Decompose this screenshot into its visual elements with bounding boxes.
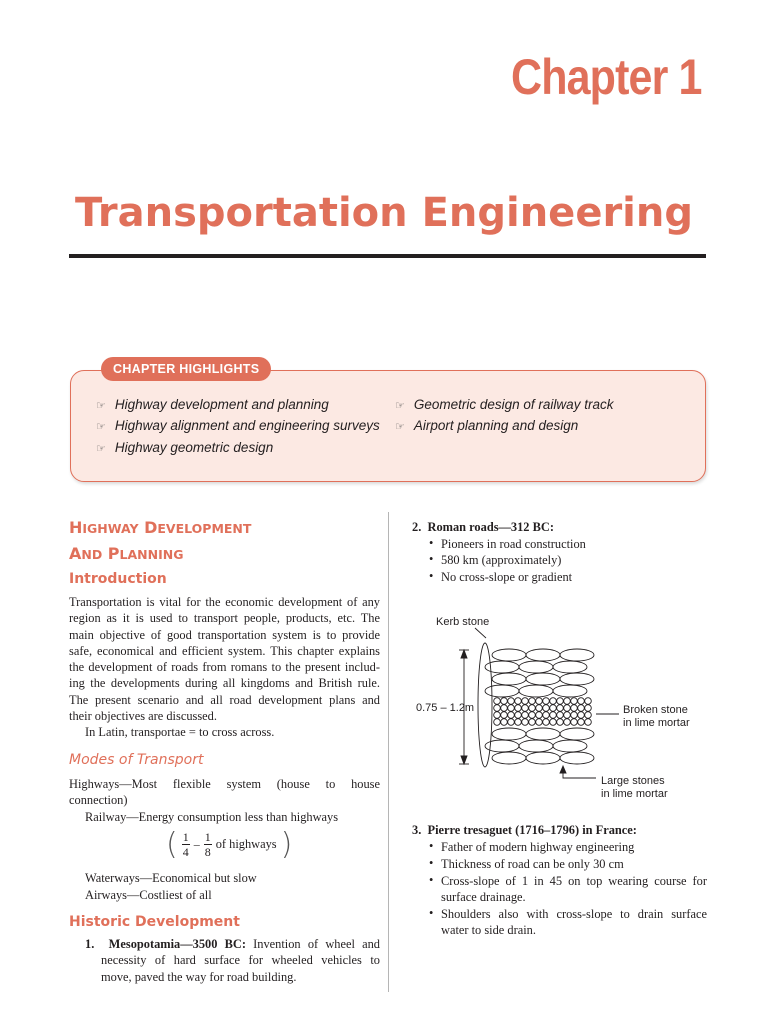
broken-stone xyxy=(557,698,564,705)
broken-stone xyxy=(494,719,501,726)
modes-airways: Airways—Costliest of all xyxy=(85,888,212,902)
introduction-paragraph: Transportation is vital for the economic development of any region as it is used to transport people, products, etc. The main objective of good transportation system is to provide safe, economical and efficient system. This chapter explains the development of roads from romans to the present includ- ing the developments during all kingdoms and British rule. The present scenario and all road development plans and their objectives are discussed. In Latin, transportae = to cross across. xyxy=(69,595,380,740)
highlight-item: ☞ Highway development and planning xyxy=(96,397,329,412)
broken-stone xyxy=(585,705,592,712)
broken-stone xyxy=(536,705,543,712)
broken-stone xyxy=(508,719,515,726)
broken-stone xyxy=(550,698,557,705)
bullet: • xyxy=(429,856,434,870)
broken-stone xyxy=(564,719,571,726)
pointing-hand-icon: ☞ xyxy=(96,421,106,433)
pointing-hand-icon: ☞ xyxy=(96,443,106,455)
broken-stone xyxy=(529,712,536,719)
column-divider xyxy=(388,512,389,992)
large-stone xyxy=(526,728,560,740)
large-stone xyxy=(560,728,594,740)
latin-note: In Latin, transportae = to cross across. xyxy=(85,725,275,740)
broken-stone xyxy=(522,698,529,705)
large-stone xyxy=(553,740,587,752)
broken-stone xyxy=(578,712,585,719)
kerb-stone-label: Kerb stone xyxy=(436,616,490,628)
broken-stone xyxy=(508,712,515,719)
highlight-item: ☞ Geometric design of railway track xyxy=(395,397,614,412)
broken-stone xyxy=(529,698,536,705)
pointing-hand-icon: ☞ xyxy=(395,400,405,412)
broken-stone xyxy=(571,698,578,705)
chapter-label: Chapter 1 xyxy=(511,49,702,105)
broken-stone xyxy=(508,705,515,712)
broken-stone xyxy=(564,705,571,712)
stone-layers xyxy=(485,649,594,764)
flat-stone xyxy=(553,685,587,697)
flat-stone xyxy=(553,661,587,673)
flat-stone xyxy=(492,649,526,661)
broken-stone xyxy=(536,712,543,719)
modes-highways-line: Highways—Most flexible system (house to house xyxy=(69,777,380,791)
pointing-hand-icon: ☞ xyxy=(96,400,106,412)
flat-stone xyxy=(485,685,519,697)
roman-roads-heading: 2. Roman roads—312 BC: xyxy=(412,520,554,534)
tresaguet-bullet: Cross-slope of 1 in 45 on top wearing course for xyxy=(441,874,707,888)
roman-road-diagram xyxy=(400,600,730,810)
historic-heading: Historic Development xyxy=(69,914,240,930)
modes-highways-cont: connection) xyxy=(69,793,128,807)
introduction-heading: Introduction xyxy=(69,571,167,587)
broken-stone xyxy=(585,712,592,719)
broken-stone xyxy=(543,712,550,719)
bullet: • xyxy=(429,536,434,550)
flat-stone xyxy=(519,661,553,673)
mesopotamia-item: 1. Mesopotamia—3500 BC: Invention of wheel and necessity of hard surface for wheeled vehicles to move, paved the way for road building. xyxy=(85,937,380,984)
broken-stone xyxy=(578,719,585,726)
flat-stone xyxy=(519,685,553,697)
broken-stone xyxy=(494,698,501,705)
bullet: • xyxy=(429,906,434,920)
broken-stone xyxy=(515,705,522,712)
kerb-leader-line xyxy=(475,628,486,638)
broken-stone xyxy=(550,719,557,726)
large-stone xyxy=(492,752,526,764)
fraction-expression: ( $\frac{1}{4}$ – $\frac{1}{8}$ of highways ) xyxy=(166,827,293,862)
broken-stone xyxy=(522,712,529,719)
broken-stone xyxy=(578,698,585,705)
large-stone xyxy=(492,728,526,740)
broken-stone xyxy=(494,712,501,719)
broken-stone-label: Broken stone in lime mortar xyxy=(623,704,690,729)
tresaguet-bullet-cont: surface drainage. xyxy=(441,890,526,904)
flat-stone xyxy=(560,649,594,661)
flat-stone xyxy=(560,673,594,685)
broken-stone xyxy=(536,719,543,726)
bullet: • xyxy=(429,569,434,583)
chapter-highlights-tab: CHAPTER HIGHLIGHTS xyxy=(101,357,271,381)
modes-railway: Railway—Energy consumption less than highways xyxy=(85,810,339,824)
broken-stone xyxy=(522,719,529,726)
highlight-item: ☞ Airport planning and design xyxy=(395,418,579,433)
roman-bullet: 580 km (approximately) xyxy=(441,553,562,567)
broken-stone xyxy=(564,712,571,719)
broken-stone xyxy=(494,705,501,712)
broken-stone xyxy=(578,705,585,712)
broken-stone xyxy=(557,719,564,726)
bullet: • xyxy=(429,873,434,887)
broken-stone xyxy=(529,719,536,726)
tresaguet-bullet: Thickness of road can be only 30 cm xyxy=(441,857,624,871)
fraction-eighth: $\frac{1}{8}$ xyxy=(204,830,211,859)
bullet: • xyxy=(429,552,434,566)
broken-stone xyxy=(501,719,508,726)
roman-bullet: No cross-slope or gradient xyxy=(441,570,573,584)
broken-stone xyxy=(515,698,522,705)
tresaguet-bullet-cont: water to side drain. xyxy=(441,923,536,937)
broken-stone xyxy=(515,712,522,719)
broken-stone xyxy=(501,712,508,719)
title-rule xyxy=(69,254,706,258)
broken-stone xyxy=(557,705,564,712)
broken-stone xyxy=(501,705,508,712)
broken-stone xyxy=(543,705,550,712)
large-stone xyxy=(526,752,560,764)
broken-stone xyxy=(529,705,536,712)
broken-stone xyxy=(564,698,571,705)
modes-waterways: Waterways—Economical but slow xyxy=(85,871,257,885)
flat-stone xyxy=(492,673,526,685)
large-stones-label: Large stones in lime mortar xyxy=(601,775,668,800)
broken-stone xyxy=(571,705,578,712)
broken-stone xyxy=(571,712,578,719)
broken-stone xyxy=(515,719,522,726)
flat-stone xyxy=(526,649,560,661)
broken-stone xyxy=(550,705,557,712)
broken-stone xyxy=(557,712,564,719)
broken-stone xyxy=(501,698,508,705)
broken-stone xyxy=(508,698,515,705)
large-stone xyxy=(560,752,594,764)
fraction-quarter: $\frac{1}{4}$ xyxy=(182,830,189,859)
section-heading: AND PLANNING xyxy=(69,544,184,563)
highlight-item: ☞ Highway alignment and engineering surveys xyxy=(96,418,380,433)
flat-stone xyxy=(526,673,560,685)
broken-stone xyxy=(543,698,550,705)
section-heading: HIGHWAY DEVELOPMENT xyxy=(69,518,252,537)
broken-stone xyxy=(543,719,550,726)
broken-stone xyxy=(571,719,578,726)
broken-stone xyxy=(522,705,529,712)
bullet: • xyxy=(429,839,434,853)
modes-heading: Modes of Transport xyxy=(69,752,204,768)
dimension-label: 0.75 – 1.2m xyxy=(416,702,475,714)
large-stone xyxy=(519,740,553,752)
large-stones-leader xyxy=(563,770,596,778)
kerb-stone-shape xyxy=(478,643,492,767)
highlight-item: ☞ Highway geometric design xyxy=(96,440,274,455)
tresaguet-bullet: Shoulders also with cross-slope to drain surface xyxy=(441,907,707,921)
broken-stone xyxy=(536,698,543,705)
pointing-hand-icon: ☞ xyxy=(395,421,405,433)
broken-stone xyxy=(550,712,557,719)
broken-stone xyxy=(585,698,592,705)
broken-stone xyxy=(585,719,592,726)
chapter-title: Transportation Engineering xyxy=(75,190,693,236)
roman-bullet: Pioneers in road construction xyxy=(441,537,586,551)
tresaguet-heading: 3. Pierre tresaguet (1716–1796) in France: xyxy=(412,823,637,837)
tresaguet-bullet: Father of modern highway engineering xyxy=(441,840,635,854)
